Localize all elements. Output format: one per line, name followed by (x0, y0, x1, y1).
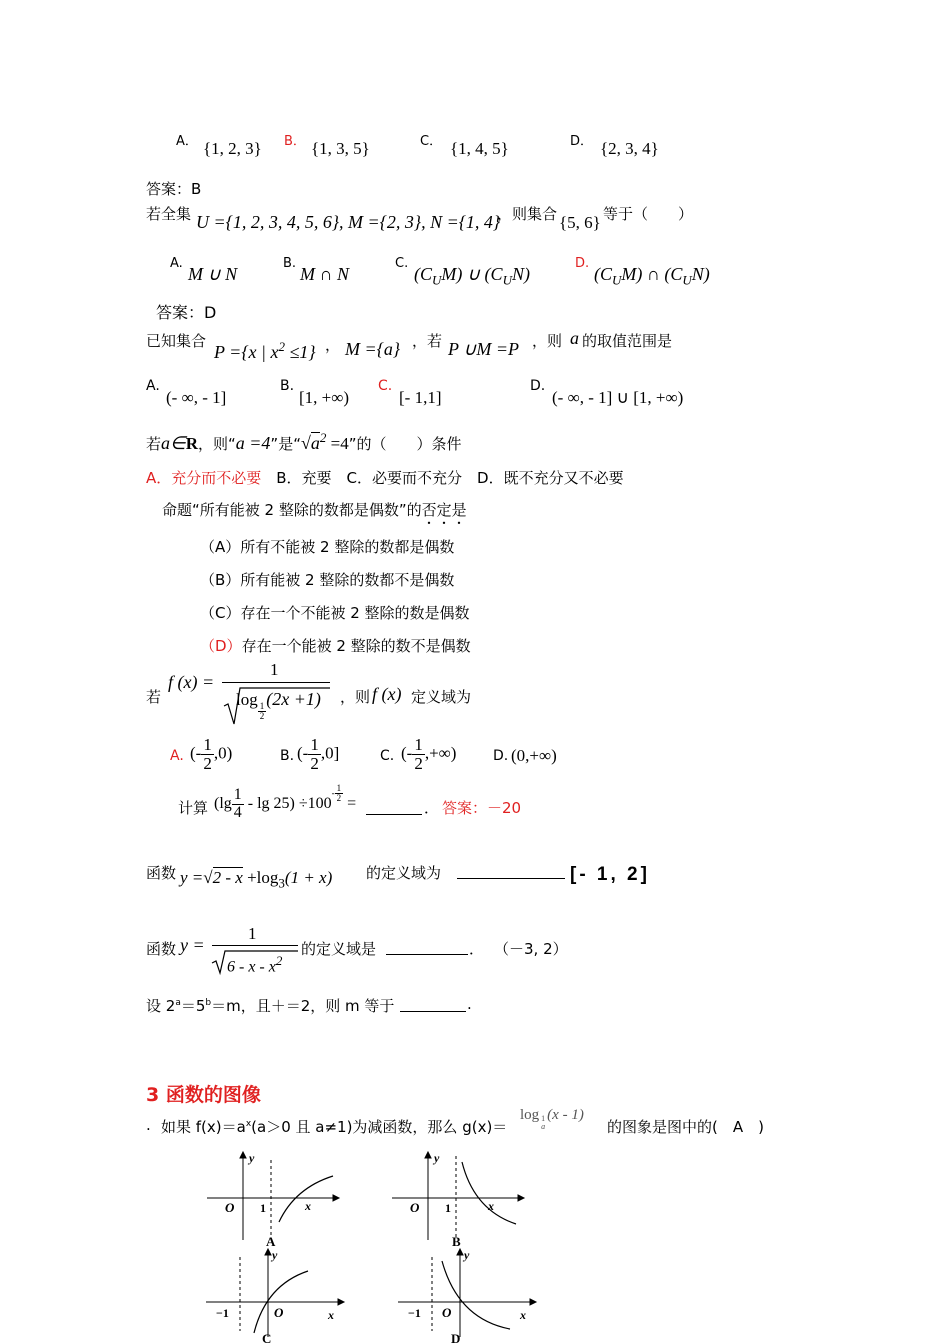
q8-expr: $y =√2 - x +\log_3(1 + x)$ (180, 868, 333, 891)
q7-end: ． (424, 799, 440, 817)
graph-d-y-label: y (464, 1248, 470, 1262)
q3-p-def: P ={x | $x^2 \le 1$} (214, 339, 316, 362)
q2-opt-c-label: C. (395, 256, 409, 271)
q9-fraction-bar (212, 945, 298, 946)
q3-opt-c-label: C. (378, 378, 393, 394)
graph-d (392, 1245, 542, 1344)
graph-c-origin: O (274, 1305, 284, 1320)
q9-y: y = (180, 935, 205, 955)
graph-c-y-label: y (272, 1248, 278, 1262)
q6-lhs: f (x) = (168, 672, 215, 692)
q3-opt-a: (- ∞, - 1] (166, 388, 227, 407)
q11-lead: . (146, 1116, 151, 1134)
graph-c (200, 1245, 350, 1344)
q1-opt-d-label: D． (570, 134, 594, 149)
q2-opt-a-label: A. (170, 256, 183, 271)
graph-d-label: D (451, 1331, 461, 1344)
graph-d-x-label: x (520, 1308, 526, 1322)
q3-opt-d: (- ∞, - 1] ∪ [1, +∞) (552, 388, 684, 407)
q2-mid: ，则集合 (497, 205, 558, 223)
q6-prefix: 若 (146, 688, 162, 706)
q6-then: ，则 (340, 688, 371, 706)
q11-tail: 的图象是图中的( A ) (607, 1118, 764, 1136)
q3-m-def: M ={a} (345, 339, 401, 359)
q2-stem-math: U ={1, 2, 3, 4, 5, 6}, M ={2, 3}, N ={1, 4} (196, 212, 501, 232)
q1-opt-b: {1, 3, 5} (311, 139, 370, 158)
q8-answer: [- 1, 2] (570, 864, 650, 885)
graph-d-neg-one: −1 (408, 1306, 421, 1320)
q9-tail: 的定义域是 (301, 940, 377, 958)
graph-b (390, 1150, 530, 1250)
q10-stem: 设 $2^a=5^b=m$，且＋＝2，则 m 等于 (146, 997, 395, 1015)
q8-prefix: 函数 (146, 864, 177, 882)
q6-opt-c: (- $\frac{1}{2}$ ,+∞) (401, 735, 457, 773)
q3-tail: 的取值范围是 (582, 332, 673, 350)
q3-opt-c: [- 1,1] (399, 388, 442, 407)
q9-prefix: 函数 (146, 940, 177, 958)
q10-end: . (467, 995, 472, 1013)
q9-end: ． (469, 940, 485, 958)
graph-a-one: 1 (260, 1201, 266, 1215)
graph-b-y-label: y (434, 1151, 440, 1165)
q6-opt-a: (- $\frac{1}{2}$ ,0) (190, 735, 233, 773)
graph-a-origin: O (225, 1200, 235, 1215)
q4-options: A．充分而不必要 B．充要 C．必要而不充分 D．既不充分又不必要 (146, 469, 624, 487)
q11-stem: 如果 $f(x)=a^x(a>0$ 且 a≠1)为减函数，那么 g(x)＝ (161, 1118, 508, 1136)
graph-c-x-label: x (328, 1308, 334, 1322)
q8-tail: 的定义域为 (366, 864, 442, 882)
graph-b-x-label: x (488, 1199, 494, 1213)
q9-blank[interactable] (386, 940, 468, 955)
q6-opt-d-label: D. (493, 748, 509, 764)
graph-b-label: B (452, 1234, 461, 1249)
graph-a-label: A (266, 1234, 276, 1249)
q6-opt-b-label: B. (280, 748, 295, 764)
q6-opt-d: (0,+∞) (511, 746, 557, 765)
q5-opt-b: （B）所有能被 2 整除的数都不是偶数 (200, 571, 455, 589)
q1-opt-a-label: A． (176, 134, 198, 149)
q7-expr: (lg $\frac{1}{4}$ - lg 25) ÷100- $\frac{1}{2}$ = (214, 783, 357, 821)
q6-fx: f (x) (372, 684, 402, 704)
q6-numerator: 1 (270, 660, 279, 679)
q6-tail: 定义域为 (411, 688, 472, 706)
q2-prefix: 若全集 (146, 205, 192, 223)
q2-opt-a: M ∪ N (188, 264, 238, 284)
q6-denominator: log $\frac{1}{2}$ (2x +1) (236, 689, 321, 721)
q2-set: {5, 6} (559, 213, 601, 232)
q7-blank[interactable] (366, 800, 422, 815)
q7-prefix: 计算 (178, 799, 209, 817)
q3-then: ，则 (532, 332, 563, 350)
graph-c-label: C (262, 1331, 272, 1344)
q6-opt-c-label: C. (380, 748, 395, 764)
graph-c-neg-one: −1 (216, 1306, 229, 1320)
q8-blank[interactable] (457, 864, 565, 879)
q6-opt-a-label: A. (170, 748, 184, 764)
q1-opt-b-label: B． (284, 134, 306, 149)
graph-d-origin: O (442, 1305, 452, 1320)
q6-fraction-bar (222, 682, 330, 683)
graph-a (205, 1150, 345, 1250)
q3-opt-d-label: D. (530, 378, 546, 394)
q3-var: a (570, 328, 579, 348)
q5-opt-c: （C）存在一个不能被 2 整除的数是偶数 (200, 604, 470, 622)
q9-answer: （－3, 2） (494, 940, 568, 958)
q2-opt-c: $(C_UM)$ ∪ $(C_UN)$ (414, 264, 530, 288)
q6-opt-b: (- $\frac{1}{2}$ ,0] (297, 735, 340, 773)
q1-opt-d: {2, 3, 4} (600, 139, 659, 158)
graph-b-origin: O (410, 1200, 420, 1215)
q5-opt-d: （D）存在一个能被 2 整除的数不是偶数 (200, 637, 471, 655)
q9-numerator: 1 (248, 924, 257, 943)
q1-opt-a: {1, 2, 3} (203, 139, 262, 158)
graph-b-one: 1 (445, 1201, 451, 1215)
q3-opt-b-label: B. (280, 378, 295, 394)
q3-opt-b: [1, +∞) (299, 388, 350, 407)
q1-opt-c: {1, 4, 5} (450, 139, 509, 158)
q3-prefix: 已知集合 (146, 332, 207, 350)
q2-opt-d-label: D. (575, 256, 590, 271)
graph-a-x-label: x (305, 1199, 311, 1213)
q2-opt-b-label: B. (283, 256, 297, 271)
q1-opt-c-label: C． (420, 134, 443, 149)
q5-opt-a: （A）所有不能被 2 整除的数都是偶数 (200, 538, 455, 556)
q2-answer: 答案：D (156, 303, 217, 322)
q11-log: log 1 a (x - 1) (520, 1107, 584, 1131)
q5-stem: 命题“所有能被 2 整除的数都是偶数”的否定是 (162, 501, 467, 519)
q7-answer: 答案：－20 (442, 799, 522, 817)
q2-suffix: 等于（ ） (603, 205, 694, 223)
section-3-title: 3 函数的图像 (146, 1084, 261, 1106)
q2-opt-b: M ∩ N (300, 264, 349, 284)
q10-blank[interactable] (400, 997, 466, 1012)
q3-cond: P ∪M =P (448, 339, 519, 359)
q3-if: ，若 (412, 332, 443, 350)
q3-sep: ， (325, 336, 341, 354)
q9-denominator: 6 - x - $x^2$ (227, 953, 283, 976)
q3-opt-a-label: A. (146, 378, 160, 394)
q1-answer: 答案：B (146, 180, 202, 198)
q4-stem: 若a∈R，则“a =4”是“$√a^2 =4$”的（ ）条件 (146, 430, 462, 453)
graph-a-y-label: y (249, 1151, 255, 1165)
q2-opt-d: $(C_UM)$ ∩ $(C_UN)$ (594, 264, 710, 288)
